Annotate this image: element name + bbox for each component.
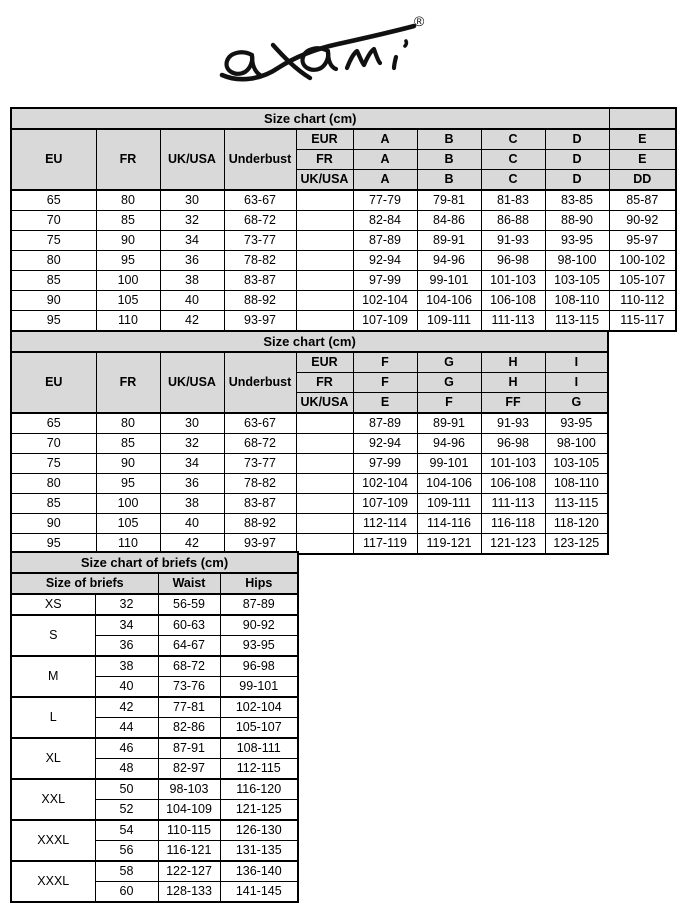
- data-cell: 98-100: [545, 434, 608, 454]
- data-cell: 121-123: [481, 534, 545, 555]
- data-cell: 119-121: [417, 534, 481, 555]
- header-cell: FF: [481, 393, 545, 414]
- data-cell: 101-103: [481, 454, 545, 474]
- data-cell: 64-67: [158, 636, 220, 657]
- data-cell: 108-110: [545, 474, 608, 494]
- data-cell: 89-91: [417, 231, 481, 251]
- data-cell: [296, 494, 353, 514]
- data-cell: 32: [95, 594, 158, 615]
- data-cell: [296, 413, 353, 434]
- data-cell: 87-89: [353, 413, 417, 434]
- data-cell: 50: [95, 779, 158, 800]
- data-cell: 80: [96, 190, 160, 211]
- data-cell: 93-97: [224, 311, 296, 332]
- header-cell: D: [545, 129, 609, 150]
- data-cell: 75: [11, 454, 96, 474]
- data-cell: [296, 534, 353, 555]
- data-cell: 77-81: [158, 697, 220, 718]
- data-cell: 73-77: [224, 231, 296, 251]
- data-cell: 96-98: [481, 434, 545, 454]
- data-cell: 88-92: [224, 514, 296, 534]
- data-cell: 79-81: [417, 190, 481, 211]
- data-cell: 82-86: [158, 718, 220, 739]
- header-cell: F: [417, 393, 481, 414]
- data-cell: 100: [96, 494, 160, 514]
- data-cell: 94-96: [417, 434, 481, 454]
- data-cell: 105-107: [220, 718, 298, 739]
- header-cell: UK/USA: [160, 352, 224, 413]
- header-cell: UK/USA: [296, 393, 353, 414]
- data-cell: 110: [96, 534, 160, 555]
- data-cell: 115-117: [609, 311, 676, 332]
- header-cell: UK/USA: [296, 170, 353, 191]
- header-cell: C: [481, 170, 545, 191]
- data-cell: 82-97: [158, 759, 220, 780]
- header-cell: Size of briefs: [11, 573, 158, 594]
- table-title: Size chart of briefs (cm): [11, 552, 298, 573]
- data-cell: 73-76: [158, 677, 220, 698]
- header-cell: E: [353, 393, 417, 414]
- data-cell: 110-115: [158, 820, 220, 841]
- data-cell: [296, 514, 353, 534]
- header-cell: F: [353, 352, 417, 373]
- header-cell: FR: [296, 373, 353, 393]
- data-cell: [296, 454, 353, 474]
- data-cell: 80: [11, 251, 96, 271]
- data-cell: 109-111: [417, 494, 481, 514]
- data-cell: 104-106: [417, 474, 481, 494]
- data-cell: 52: [95, 800, 158, 821]
- data-cell: 70: [11, 434, 96, 454]
- data-cell: 87-89: [353, 231, 417, 251]
- data-cell: 95-97: [609, 231, 676, 251]
- data-cell: 104-109: [158, 800, 220, 821]
- data-cell: 85-87: [609, 190, 676, 211]
- data-cell: 110: [96, 311, 160, 332]
- data-cell: [296, 251, 353, 271]
- data-cell: 90-92: [609, 211, 676, 231]
- data-cell: 30: [160, 413, 224, 434]
- data-cell: 90: [11, 514, 96, 534]
- data-cell: 112-115: [220, 759, 298, 780]
- data-cell: 88-90: [545, 211, 609, 231]
- data-cell: 108-111: [220, 738, 298, 759]
- data-cell: 63-67: [224, 413, 296, 434]
- data-cell: 131-135: [220, 841, 298, 862]
- data-cell: 136-140: [220, 861, 298, 882]
- table-title: Size chart (cm): [11, 331, 608, 352]
- data-cell: 116-121: [158, 841, 220, 862]
- data-cell: 82-84: [353, 211, 417, 231]
- bra-size-chart-cups-f-i: [10, 330, 609, 555]
- data-cell: 112-114: [353, 514, 417, 534]
- header-cell: FR: [96, 352, 160, 413]
- data-cell: 104-106: [417, 291, 481, 311]
- data-cell: 58: [95, 861, 158, 882]
- data-cell: 116-118: [481, 514, 545, 534]
- data-cell: 93-95: [545, 413, 608, 434]
- data-cell: 78-82: [224, 251, 296, 271]
- data-cell: 87-91: [158, 738, 220, 759]
- data-cell: 85: [11, 271, 96, 291]
- data-cell: 90: [11, 291, 96, 311]
- data-cell: 36: [160, 474, 224, 494]
- data-cell: L: [11, 697, 95, 738]
- data-cell: 44: [95, 718, 158, 739]
- data-cell: XXXL: [11, 820, 95, 861]
- data-cell: 60-63: [158, 615, 220, 636]
- header-cell: FR: [96, 129, 160, 190]
- data-cell: 34: [95, 615, 158, 636]
- data-cell: XS: [11, 594, 95, 615]
- data-cell: 42: [160, 534, 224, 555]
- header-cell: C: [481, 150, 545, 170]
- data-cell: 91-93: [481, 231, 545, 251]
- header-cell: D: [545, 170, 609, 191]
- header-cell: E: [609, 129, 676, 150]
- data-cell: 102-104: [220, 697, 298, 718]
- data-cell: 83-87: [224, 494, 296, 514]
- data-cell: 85: [11, 494, 96, 514]
- data-cell: 103-105: [545, 454, 608, 474]
- header-cell: EUR: [296, 129, 353, 150]
- data-cell: 121-125: [220, 800, 298, 821]
- data-cell: 54: [95, 820, 158, 841]
- data-cell: 113-115: [545, 311, 609, 332]
- header-cell: Underbust: [224, 129, 296, 190]
- data-cell: [296, 474, 353, 494]
- header-cell: A: [353, 170, 417, 191]
- data-cell: 78-82: [224, 474, 296, 494]
- data-cell: 84-86: [417, 211, 481, 231]
- data-cell: 86-88: [481, 211, 545, 231]
- header-cell: EUR: [296, 352, 353, 373]
- data-cell: 96-98: [220, 656, 298, 677]
- data-cell: 103-105: [545, 271, 609, 291]
- data-cell: 109-111: [417, 311, 481, 332]
- data-cell: 88-92: [224, 291, 296, 311]
- header-cell: EU: [11, 129, 96, 190]
- data-cell: 113-115: [545, 494, 608, 514]
- data-cell: 80: [96, 413, 160, 434]
- data-cell: 85: [96, 211, 160, 231]
- data-cell: 60: [95, 882, 158, 903]
- data-cell: 63-67: [224, 190, 296, 211]
- data-cell: 106-108: [481, 474, 545, 494]
- data-cell: 99-101: [220, 677, 298, 698]
- data-cell: 38: [95, 656, 158, 677]
- header-cell: Underbust: [224, 352, 296, 413]
- data-cell: 34: [160, 454, 224, 474]
- header-cell: B: [417, 170, 481, 191]
- data-cell: 83-87: [224, 271, 296, 291]
- data-cell: 92-94: [353, 434, 417, 454]
- data-cell: 40: [95, 677, 158, 698]
- data-cell: [296, 311, 353, 332]
- data-cell: 56: [95, 841, 158, 862]
- data-cell: 97-99: [353, 454, 417, 474]
- data-cell: 95: [96, 251, 160, 271]
- data-cell: 40: [160, 514, 224, 534]
- data-cell: [296, 271, 353, 291]
- data-cell: 99-101: [417, 271, 481, 291]
- data-cell: 70: [11, 211, 96, 231]
- data-cell: 100-102: [609, 251, 676, 271]
- data-cell: XL: [11, 738, 95, 779]
- data-cell: 81-83: [481, 190, 545, 211]
- data-cell: 122-127: [158, 861, 220, 882]
- data-cell: 38: [160, 494, 224, 514]
- data-cell: 68-72: [158, 656, 220, 677]
- data-cell: 95: [11, 534, 96, 555]
- data-cell: M: [11, 656, 95, 697]
- data-cell: 117-119: [353, 534, 417, 555]
- header-cell: DD: [609, 170, 676, 191]
- data-cell: 118-120: [545, 514, 608, 534]
- data-cell: 93-95: [545, 231, 609, 251]
- data-cell: 93-95: [220, 636, 298, 657]
- data-cell: 87-89: [220, 594, 298, 615]
- data-cell: 89-91: [417, 413, 481, 434]
- data-cell: 106-108: [481, 291, 545, 311]
- header-cell: Waist: [158, 573, 220, 594]
- data-cell: [296, 211, 353, 231]
- data-cell: 80: [11, 474, 96, 494]
- data-cell: [296, 434, 353, 454]
- data-cell: 46: [95, 738, 158, 759]
- data-cell: 100: [96, 271, 160, 291]
- data-cell: 65: [11, 190, 96, 211]
- data-cell: 107-109: [353, 311, 417, 332]
- briefs-size-chart: [10, 551, 299, 903]
- header-cell: EU: [11, 352, 96, 413]
- data-cell: 65: [11, 413, 96, 434]
- data-cell: 68-72: [224, 434, 296, 454]
- header-cell: E: [609, 150, 676, 170]
- data-cell: 36: [160, 251, 224, 271]
- data-cell: 94-96: [417, 251, 481, 271]
- data-cell: 56-59: [158, 594, 220, 615]
- data-cell: 116-120: [220, 779, 298, 800]
- data-cell: 68-72: [224, 211, 296, 231]
- data-cell: 42: [160, 311, 224, 332]
- data-cell: 107-109: [353, 494, 417, 514]
- data-cell: 110-112: [609, 291, 676, 311]
- header-cell: B: [417, 129, 481, 150]
- header-cell: I: [545, 373, 608, 393]
- data-cell: XXL: [11, 779, 95, 820]
- header-cell: FR: [296, 150, 353, 170]
- header-cell: UK/USA: [160, 129, 224, 190]
- data-cell: 111-113: [481, 311, 545, 332]
- data-cell: 96-98: [481, 251, 545, 271]
- data-cell: 32: [160, 434, 224, 454]
- header-cell: [609, 108, 676, 129]
- data-cell: 97-99: [353, 271, 417, 291]
- data-cell: 91-93: [481, 413, 545, 434]
- header-cell: D: [545, 150, 609, 170]
- data-cell: 111-113: [481, 494, 545, 514]
- header-cell: G: [417, 373, 481, 393]
- data-cell: [296, 291, 353, 311]
- data-cell: 36: [95, 636, 158, 657]
- data-cell: 95: [96, 474, 160, 494]
- data-cell: 101-103: [481, 271, 545, 291]
- header-cell: Hips: [220, 573, 298, 594]
- data-cell: 93-97: [224, 534, 296, 555]
- header-cell: F: [353, 373, 417, 393]
- data-cell: 90: [96, 454, 160, 474]
- header-cell: H: [481, 352, 545, 373]
- header-cell: A: [353, 150, 417, 170]
- data-cell: 34: [160, 231, 224, 251]
- data-cell: 40: [160, 291, 224, 311]
- data-cell: 102-104: [353, 474, 417, 494]
- data-cell: S: [11, 615, 95, 656]
- registered-trademark-icon: ®: [414, 13, 425, 29]
- data-cell: 128-133: [158, 882, 220, 903]
- data-cell: XXXL: [11, 861, 95, 902]
- data-cell: 98-100: [545, 251, 609, 271]
- data-cell: 108-110: [545, 291, 609, 311]
- data-cell: 95: [11, 311, 96, 332]
- data-cell: 99-101: [417, 454, 481, 474]
- header-cell: G: [417, 352, 481, 373]
- data-cell: 85: [96, 434, 160, 454]
- data-cell: 90: [96, 231, 160, 251]
- table-title: Size chart (cm): [11, 108, 609, 129]
- header-cell: A: [353, 129, 417, 150]
- data-cell: 77-79: [353, 190, 417, 211]
- data-cell: 73-77: [224, 454, 296, 474]
- header-cell: B: [417, 150, 481, 170]
- data-cell: 75: [11, 231, 96, 251]
- data-cell: [296, 231, 353, 251]
- data-cell: 98-103: [158, 779, 220, 800]
- header-cell: I: [545, 352, 608, 373]
- header-cell: H: [481, 373, 545, 393]
- data-cell: 105-107: [609, 271, 676, 291]
- data-cell: 30: [160, 190, 224, 211]
- data-cell: 32: [160, 211, 224, 231]
- data-cell: 105: [96, 291, 160, 311]
- data-cell: 114-116: [417, 514, 481, 534]
- data-cell: 126-130: [220, 820, 298, 841]
- axami-logo: [210, 5, 450, 97]
- data-cell: [296, 190, 353, 211]
- data-cell: 38: [160, 271, 224, 291]
- data-cell: 105: [96, 514, 160, 534]
- header-cell: G: [545, 393, 608, 414]
- data-cell: 141-145: [220, 882, 298, 903]
- data-cell: 48: [95, 759, 158, 780]
- data-cell: 123-125: [545, 534, 608, 555]
- data-cell: 92-94: [353, 251, 417, 271]
- data-cell: 102-104: [353, 291, 417, 311]
- data-cell: 42: [95, 697, 158, 718]
- bra-size-chart-cups-a-e: [10, 107, 677, 332]
- data-cell: 90-92: [220, 615, 298, 636]
- data-cell: 83-85: [545, 190, 609, 211]
- header-cell: C: [481, 129, 545, 150]
